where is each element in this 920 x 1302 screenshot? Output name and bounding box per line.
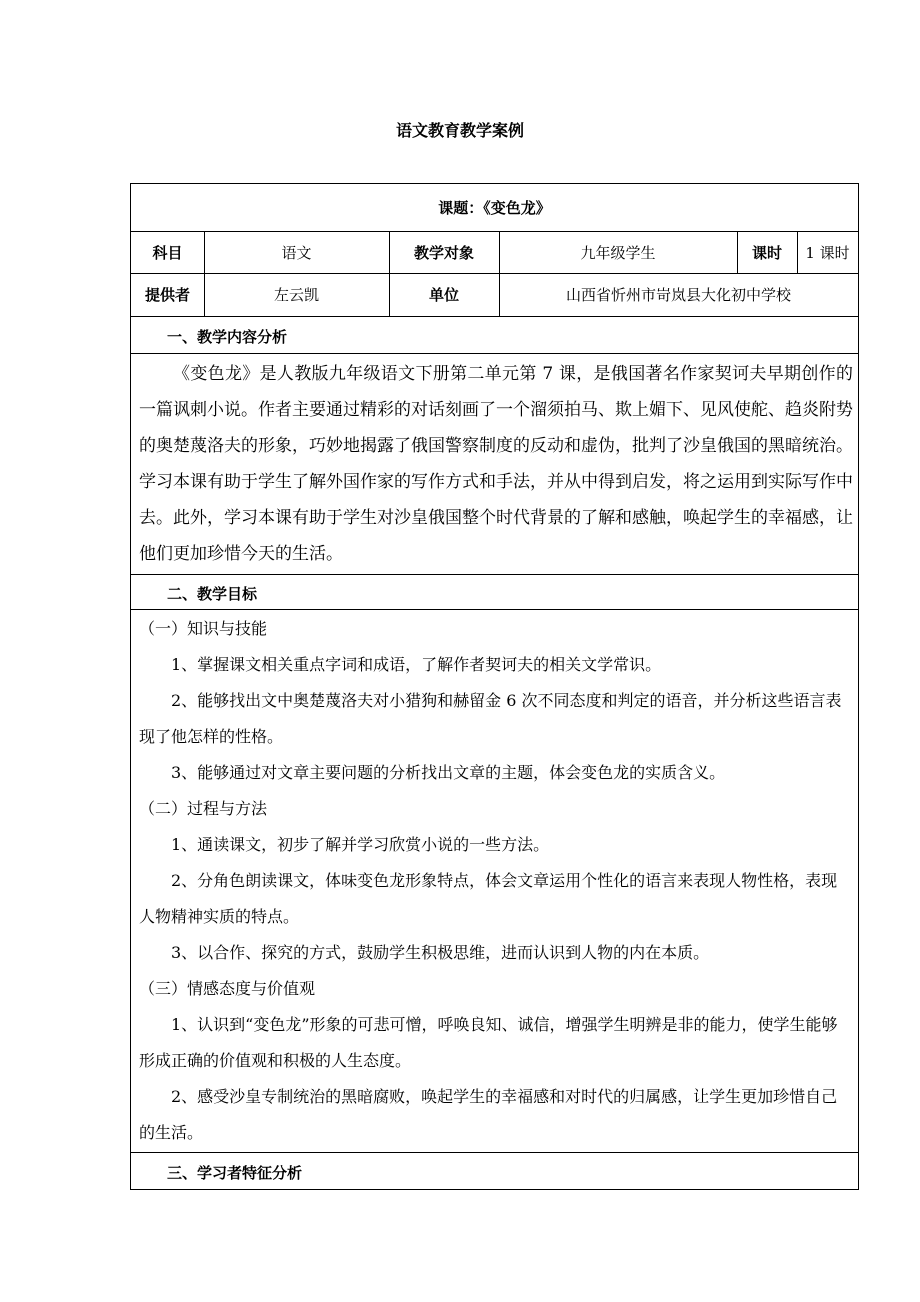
target-value: 九年级学生 [580,243,656,262]
content-analysis-text: 《变色龙》是人教版九年级语文下册第二单元第 7 课，是俄国著名作家契诃夫早期创作的一篇讽刺小说。作者主要通过精彩的对话刻画了一个溜须拍马、欺上媚下、见风使舵、趋炎附势的奥楚蔑洛夫的形象，巧妙地揭露了俄国警察制度的反动和虚伪，批判了沙皇俄国的黑暗统治。学习本课有助于学生了解外国作家的写作方式和手法，并从中得到启发，将之运用到实际写作中去。此外，学习本课有助于学生对沙皇俄国整个时代背景的了解和感触，唤起学生的幸福感，让他们更加珍惜今天的生活。 [139,364,853,564]
goal-item: 2、分角色朗读课文，体味变色龙形象特点，体会文章运用个性化的语言来表现人物性格，表现人物精神实质的特点。 [139,871,838,926]
hours-label: 课时 [751,243,782,262]
lesson-table [130,183,859,1190]
unit-label: 单位 [428,286,459,304]
row-divider [131,574,858,575]
section-heading-content-analysis: 一、教学内容分析 [167,328,288,346]
row-divider [131,316,858,317]
target-label: 教学对象 [413,243,474,262]
goal-subheading-knowledge: （一）知识与技能 [139,619,268,638]
hours-value: 1 课时 [805,243,850,262]
row-divider [131,1152,858,1153]
lesson-topic: 课题：《变色龙》 [438,199,551,217]
provider-label: 提供者 [144,286,190,304]
goal-item: 1、通读课文，初步了解并学习欣赏小说的一些方法。 [171,835,550,854]
unit-value: 山西省忻州市岢岚县大化初中学校 [565,286,791,304]
section-heading-teaching-goals: 二、教学目标 [167,585,258,603]
goal-item: 1、掌握课文相关重点字词和成语，了解作者契诃夫的相关文学常识。 [171,655,662,674]
goal-item: 3、能够通过对文章主要问题的分析找出文章的主题，体会变色龙的实质含义。 [171,763,726,782]
goal-subheading-process: （二）过程与方法 [139,799,268,818]
subject-value: 语文 [281,243,312,262]
goal-item: 3、以合作、探究的方式，鼓励学生积极思维，进而认识到人物的内在本质。 [171,943,710,962]
document-title: 语文教育教学案例 [395,121,524,140]
section-heading-learner-analysis: 三、学习者特征分析 [167,1164,303,1182]
row-divider [131,609,858,610]
goal-item: 1、认识到“变色龙”形象的可悲可憎，呼唤良知、诚信，增强学生明辨是非的能力，使学生能够形成正确的价值观和积极的人生态度。 [139,1015,838,1070]
goal-item: 2、感受沙皇专制统治的黑暗腐败，唤起学生的幸福感和对时代的归属感，让学生更加珍惜自己的生活。 [139,1087,838,1142]
goal-item: 2、能够找出文中奥楚蔑洛夫对小猎狗和赫留金 6 次不同态度和判定的语音，并分析这些语言表现了他怎样的性格。 [139,691,842,746]
goal-subheading-attitude: （三）情感态度与价值观 [139,979,316,998]
row-divider [131,353,858,354]
provider-value: 左云凯 [273,286,319,304]
subject-label: 科目 [152,243,183,262]
